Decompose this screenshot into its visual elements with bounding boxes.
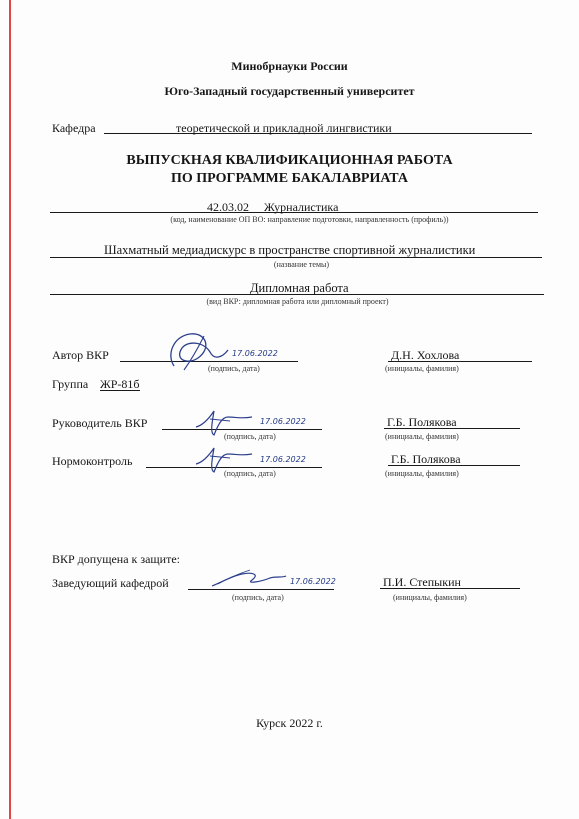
author-label: Автор ВКР (52, 348, 109, 362)
university-name: Юго-Западный государственный университет (164, 84, 415, 98)
group-value: ЖР-81б (100, 377, 140, 391)
supervisor-label: Руководитель ВКР (52, 416, 148, 430)
work-type-value: Дипломная работа (250, 281, 349, 295)
supervisor-name-caption: (инициалы, фамилия) (385, 432, 459, 441)
supervisor-sign-caption: (подпись, дата) (224, 432, 276, 441)
normcontrol-name-underline (388, 465, 520, 466)
work-title-line1: ВЫПУСКНАЯ КВАЛИФИКАЦИОННАЯ РАБОТА (126, 153, 453, 168)
head-sign-caption: (подпись, дата) (232, 593, 284, 602)
department-value: теоретической и прикладной лингвистики (176, 121, 392, 135)
topic-caption: (название темы) (273, 260, 330, 269)
normcontrol-label: Нормоконтроль (52, 454, 133, 468)
department-label: Кафедра (52, 121, 96, 135)
group-label: Группа (52, 377, 89, 391)
supervisor-name-underline (384, 428, 520, 429)
head-name: П.И. Степыкин (383, 575, 461, 589)
author-sign-caption: (подпись, дата) (208, 364, 260, 373)
head-name-caption: (инициалы, фамилия) (393, 593, 467, 602)
admission-label: ВКР допущена к защите: (52, 552, 180, 566)
author-name: Д.Н. Хохлова (391, 348, 460, 362)
city-year: Курск 2022 г. (256, 716, 323, 730)
program-name: Журналистика (264, 200, 339, 214)
work-title-line2: ПО ПРОГРАММЕ БАКАЛАВРИАТА (171, 171, 408, 186)
head-name-underline (380, 588, 520, 589)
author-name-caption: (инициалы, фамилия) (385, 364, 459, 373)
topic-underline (50, 257, 542, 258)
signature-icon (208, 564, 288, 594)
supervisor-sign-date: 17.06.2022 (260, 417, 306, 426)
program-code: 42.03.02 (207, 200, 249, 214)
normcontrol-sign-caption: (подпись, дата) (224, 469, 276, 478)
head-sign-date: 17.06.2022 (290, 577, 336, 586)
work-type-caption: (вид ВКР: дипломная работа или дипломный проект) (206, 297, 389, 306)
normcontrol-name-caption: (инициалы, фамилия) (385, 469, 459, 478)
normcontrol-sign-date: 17.06.2022 (260, 455, 306, 464)
head-label: Заведующий кафедрой (52, 576, 169, 590)
topic-value: Шахматный медиадискурс в пространстве спортивной журналистики (104, 243, 476, 257)
margin-line (9, 0, 11, 819)
program-caption: (код, наименование ОП ВО: направление подготовки, направленность (профиль)) (170, 215, 449, 224)
normcontrol-name: Г.Б. Полякова (391, 452, 461, 466)
author-sign-date: 17.06.2022 (232, 349, 278, 358)
ministry-name: Минобрнауки России (231, 59, 348, 73)
author-name-underline (388, 361, 532, 362)
supervisor-name: Г.Б. Полякова (387, 415, 457, 429)
